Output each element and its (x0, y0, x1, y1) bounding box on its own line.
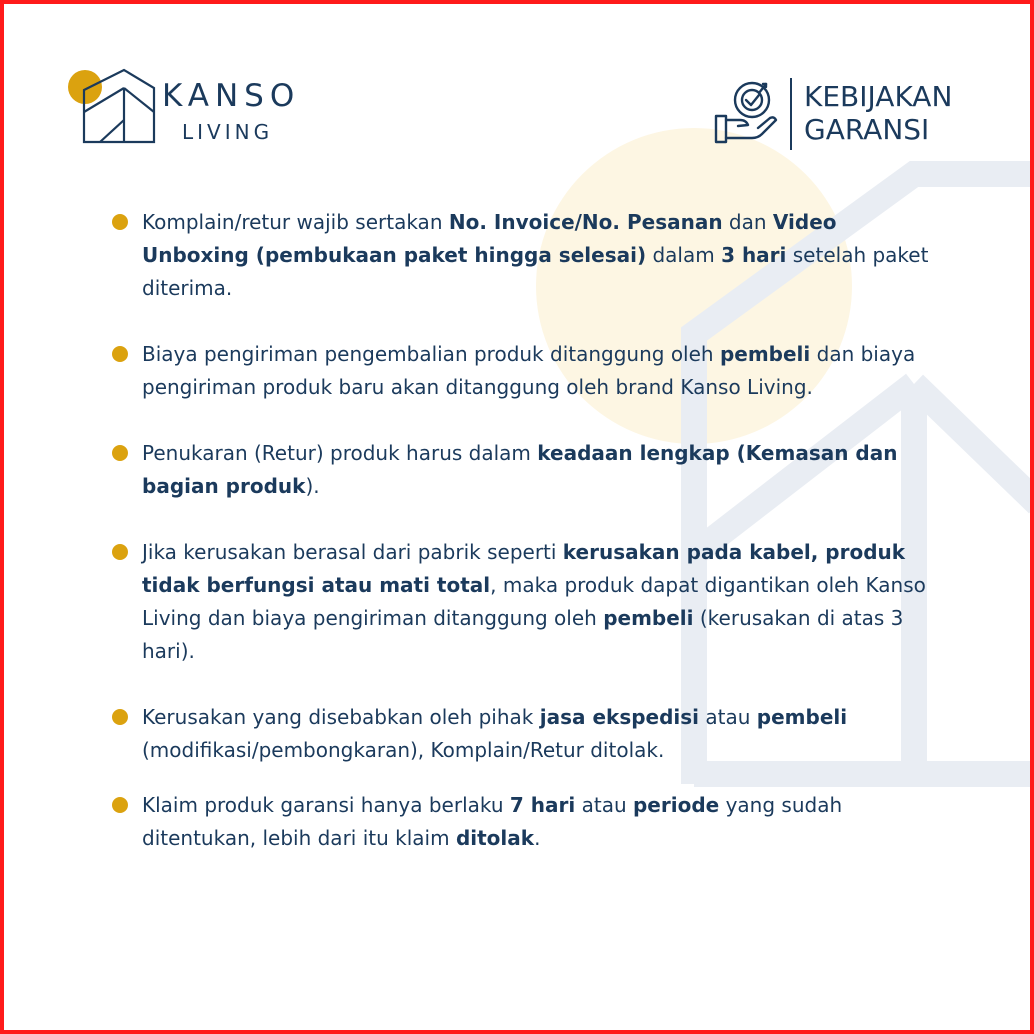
text-segment: Kerusakan yang disebabkan oleh pihak (142, 705, 540, 729)
policy-item (112, 437, 942, 503)
bold-text: 3 hari (721, 243, 787, 267)
bold-text: ditolak (455, 826, 535, 850)
policy-title-line2: GARANSI (804, 113, 930, 146)
brand-subtitle: LIVING (182, 120, 274, 144)
text-segment: Komplain/retur wajib sertakan (142, 210, 449, 234)
bold-text: No. Invoice/No. Pesanan (448, 210, 723, 234)
text-segment: dalam (646, 243, 722, 267)
text-segment: Klaim produk garansi hanya berlaku (142, 793, 510, 817)
text-segment: (modifikasi/pembongkaran), Komplain/Retur ditolak. (142, 738, 665, 762)
policy-item (112, 789, 942, 855)
policy-title (804, 80, 952, 146)
bold-text: jasa ekspedisi (539, 705, 700, 729)
bold-text: Video Unboxing (pembukaan paket hingga selesai) (142, 210, 837, 267)
text-segment: setelah paket diterima. (142, 243, 929, 300)
text-segment: Jika kerusakan berasal dari pabrik seperti (142, 540, 563, 564)
bold-text: pembeli (719, 342, 811, 366)
text-segment: Biaya pengiriman pengembalian produk ditanggung oleh (142, 342, 720, 366)
bullet-dot-icon (112, 709, 128, 725)
bold-text: kerusakan pada kabel, produk tidak berfungsi atau mati total (142, 540, 906, 597)
policy-item-text (142, 342, 915, 399)
policy-item (112, 536, 942, 668)
bullet-dot-icon (112, 797, 128, 813)
policy-item-text (142, 540, 926, 663)
text-segment: (kerusakan di atas 3 hari). (142, 606, 904, 663)
policy-item-text (142, 793, 842, 850)
bold-text: 7 hari (509, 793, 576, 817)
policy-title-line1: KEBIJAKAN (804, 80, 953, 113)
bold-text: periode (632, 793, 720, 817)
text-segment: atau (575, 793, 633, 817)
bullet-dot-icon (112, 445, 128, 461)
policy-item-text (142, 705, 847, 762)
policy-divider (790, 78, 792, 150)
bullet-dot-icon (112, 544, 128, 560)
warranty-policy-list (112, 206, 942, 855)
text-segment: yang sudah ditentukan, lebih dari itu klaim (142, 793, 843, 850)
bullet-dot-icon (112, 346, 128, 362)
text-segment: dan biaya pengiriman produk baru akan ditanggung oleh brand Kanso Living. (142, 342, 916, 399)
policy-item-text (142, 210, 928, 300)
policy-item (112, 701, 942, 767)
text-segment: ). (305, 474, 320, 498)
bold-text: keadaan lengkap (Kemasan dan bagian produk (142, 441, 898, 498)
text-segment: . (534, 826, 541, 850)
policy-item-text (142, 441, 897, 498)
text-segment: atau (699, 705, 757, 729)
bullet-dot-icon (112, 214, 128, 230)
policy-item (112, 338, 942, 404)
hand-target-check-icon (712, 78, 782, 148)
text-segment: dan (722, 210, 773, 234)
policy-item (112, 206, 942, 305)
logo-house-icon (80, 68, 158, 146)
text-segment: Penukaran (Retur) produk harus dalam (142, 441, 538, 465)
text-segment: , maka produk dapat digantikan oleh Kanso Living dan biaya pengiriman ditanggung oleh (142, 573, 926, 630)
brand-name: KANSO (162, 78, 301, 114)
bold-text: pembeli (603, 606, 694, 630)
bold-text: pembeli (756, 705, 848, 729)
